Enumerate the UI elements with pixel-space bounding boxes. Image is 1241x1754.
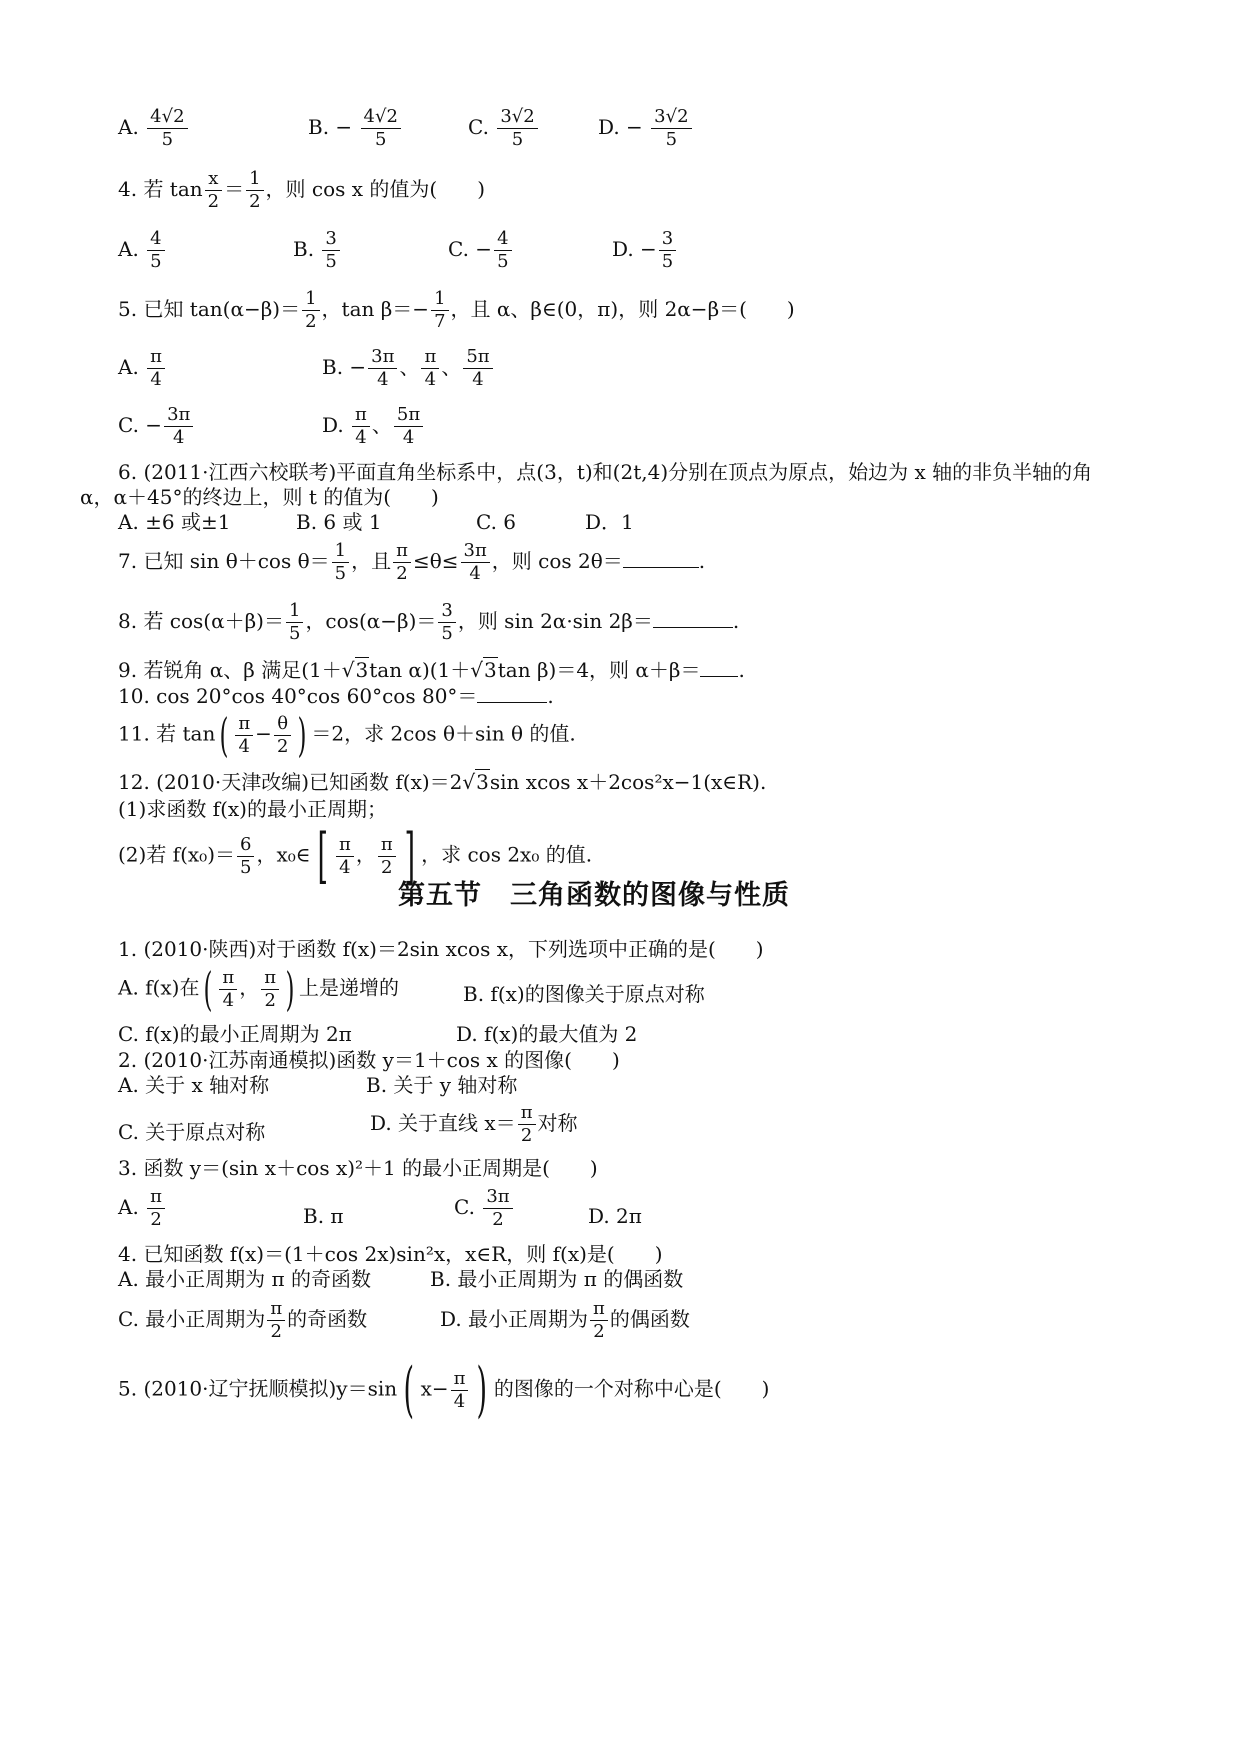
answer-blank [477, 684, 547, 703]
q4-option-d: D. − $\frac{3}{5}$ [612, 228, 678, 273]
q3-option-a: A. $\frac{4√2}{5}$ [118, 106, 190, 151]
q6-option-c: C. 6 [476, 510, 517, 534]
q6-option-a: A. ±6 或±1 [118, 510, 231, 534]
s5-question-3-stem: 3. 函数 y＝(sin x＋cos x)²＋1 的最小正周期是( ) [118, 1156, 598, 1180]
s5-q4-option-a: A. 最小正周期为 π 的奇函数 [118, 1267, 372, 1291]
s5-q2-option-b: B. 关于 y 轴对称 [366, 1073, 518, 1097]
q5-option-a: A. $\frac{\pi}{4}$ [118, 346, 167, 391]
question-11: 11. 若 tan( $\frac{\pi}{4}$ − $\frac{\theta}{2}$ ) ＝2，求 2cos θ＋sin θ 的值. [118, 708, 576, 762]
q6-option-b: B. 6 或 1 [296, 510, 382, 534]
s5-q3-option-b: B. π [303, 1204, 344, 1228]
s5-q4-option-b: B. 最小正周期为 π 的偶函数 [430, 1267, 684, 1291]
s5-q2-option-c: C. 关于原点对称 [118, 1120, 266, 1144]
q5-option-d: D. $\frac{\pi}{4}$ 、 $\frac{5\pi}{4}$ [322, 404, 425, 449]
s5-q4-option-c: C. 最小正周期为 $\frac{\pi}{2}$ 的奇函数 [118, 1298, 368, 1342]
s5-q4-option-d: D. 最小正周期为 $\frac{\pi}{2}$ 的偶函数 [440, 1298, 690, 1342]
question-12-part1: (1)求函数 f(x)的最小正周期； [118, 797, 387, 821]
s5-q1-option-c: C. f(x)的最小正周期为 2π [118, 1022, 352, 1046]
s5-question-2-stem: 2. (2010·江苏南通模拟)函数 y＝1＋cos x 的图像( ) [118, 1048, 620, 1072]
q4-option-a: A. $\frac{4}{5}$ [118, 228, 167, 273]
s5-question-4-stem: 4. 已知函数 f(x)＝(1＋cos 2x)sin²x，x∈R，则 f(x)是( ) [118, 1242, 663, 1266]
q3-option-c: C. $\frac{3√2}{5}$ [468, 106, 540, 151]
s5-q2-option-d: D. 关于直线 x＝ $\frac{\pi}{2}$ 对称 [370, 1102, 578, 1146]
q5-option-c: C. − $\frac{3\pi}{4}$ [118, 404, 195, 449]
s5-q2-option-a: A. 关于 x 轴对称 [118, 1073, 270, 1097]
s5-q1-option-a: A. f(x)在( $\frac{\pi}{4}$ ， $\frac{\pi}{2}$ ) 上是递增的 [118, 962, 400, 1016]
question-6-line2: α，α＋45°的终边上，则 t 的值为( ) [80, 485, 439, 509]
s5-q3-option-a: A. $\frac{\pi}{2}$ [118, 1186, 167, 1231]
s5-q3-option-d: D. 2π [588, 1204, 642, 1228]
question-4-stem: 4. 若 tan $\frac{x}{2}$ ＝ $\frac{1}{2}$ ，则 cos x 的值为( ) [118, 168, 486, 212]
question-12-part2: (2)若 f(x₀)＝ $\frac{6}{5}$ ，x₀∈ [ $\frac{\pi}{4}$ ， $\frac{\pi}{2}$ ] ，求 cos 2x₀ 的值. [118, 821, 593, 891]
q4-option-b: B. $\frac{3}{5}$ [293, 228, 342, 273]
q6-option-d: D．1 [585, 510, 634, 534]
s5-question-5-stem: 5. (2010·辽宁抚顺模拟)y＝sin ( x− $\frac{\pi}{4}$ ) 的图像的一个对称中心是( ) [118, 1355, 770, 1425]
question-7: 7. 已知 sin θ＋cos θ＝ $\frac{1}{5}$ ，且 $\frac{\pi}{2}$ ≤θ≤ $\frac{3\pi}{4}$ ，则 cos 2θ＝ . [118, 540, 706, 584]
question-12: 12. (2010·天津改编)已知函数 f(x)＝2√3sin xcos x＋2cos²x−1(x∈R). [118, 770, 767, 794]
section-title: 第五节 三角函数的图像与性质 [398, 880, 790, 911]
question-9: 9. 若锐角 α、β 满足(1＋√3tan α)(1＋√3tan β)＝4，则 α＋β＝ . [118, 658, 745, 682]
s5-q1-option-b: B. f(x)的图像关于原点对称 [463, 982, 705, 1006]
question-6-line1: 6. (2011·江西六校联考)平面直角坐标系中，点(3，t)和(2t,4)分别在顶点为原点，始边为 x 轴的非负半轴的角 [118, 460, 1093, 484]
question-5-stem: 5. 已知 tan(α−β)＝ $\frac{1}{2}$ ，tan β＝− $\frac{1}{7}$ ，且 α、β∈(0，π)，则 2α−β＝( ) [118, 288, 795, 332]
q3-option-d: D. − $\frac{3√2}{5}$ [598, 106, 694, 151]
q4-option-c: C. − $\frac{4}{5}$ [448, 228, 514, 273]
s5-q1-option-d: D. f(x)的最大值为 2 [456, 1022, 638, 1046]
question-10: 10. cos 20°cos 40°cos 60°cos 80°＝ . [118, 684, 554, 708]
answer-blank [623, 549, 699, 568]
q5-option-b: B. − $\frac{3\pi}{4}$ 、 $\frac{\pi}{4}$ 、 $\frac{5\pi}{4}$ [322, 346, 495, 391]
q3-option-b: B. − $\frac{4√2}{5}$ [308, 106, 403, 151]
s5-question-1-stem: 1. (2010·陕西)对于函数 f(x)＝2sin xcos x，下列选项中正确的是( ) [118, 937, 764, 961]
question-8: 8. 若 cos(α＋β)＝ $\frac{1}{5}$ ，cos(α−β)＝ $\frac{3}{5}$ ，则 sin 2α·sin 2β＝ . [118, 600, 740, 644]
s5-q3-option-c: C. $\frac{3\pi}{2}$ [454, 1186, 515, 1231]
answer-blank [653, 609, 733, 628]
answer-blank [700, 658, 738, 677]
